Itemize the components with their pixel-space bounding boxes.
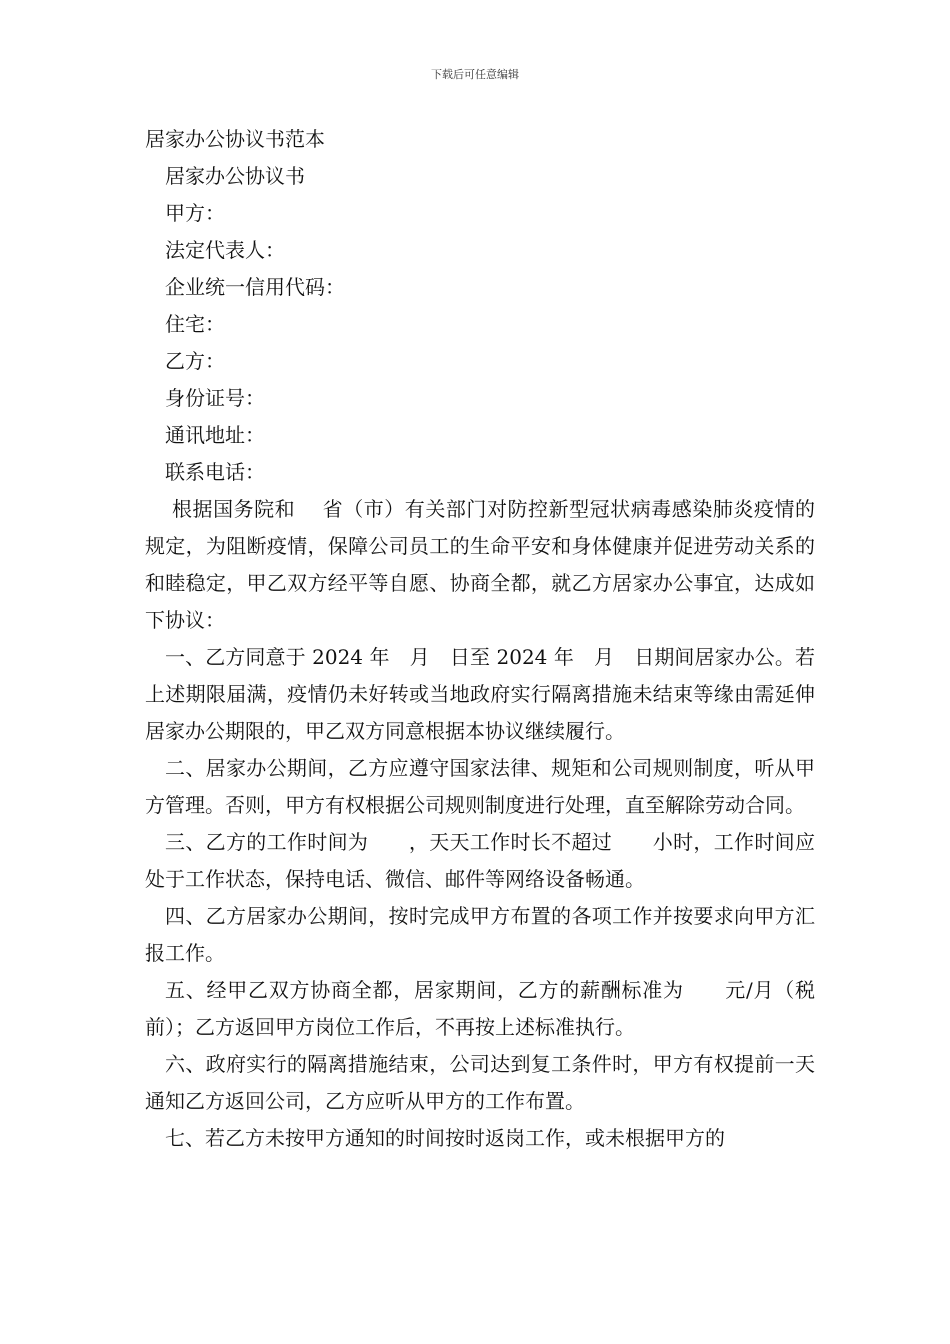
header-note: 下载后可任意编辑 bbox=[431, 68, 519, 81]
party-b-field: 乙方： bbox=[165, 349, 225, 373]
clause-7: 七、若乙方未按甲方通知的时间按时返岗工作，或未根据甲方的 bbox=[165, 1126, 725, 1150]
mailing-address-field: 通讯地址： bbox=[165, 423, 265, 447]
party-a-field: 甲方： bbox=[165, 201, 225, 225]
clause-6: 六、政府实行的隔离措施结束，公司达到复工条件时，甲方有权提前一天通知乙方返回公司，乙方应听从甲方的工作布置。 bbox=[145, 1052, 815, 1113]
clause-3: 三、乙方的工作时间为 ，天天工作时长不超过 小时，工作时间应处于工作状态，保持电话、微信、邮件等网络设备畅通。 bbox=[145, 830, 815, 891]
residence-field: 住宅： bbox=[165, 312, 225, 336]
document-body bbox=[145, 121, 815, 1157]
document-title: 居家办公协议书范本 bbox=[145, 127, 325, 151]
id-number-field: 身份证号： bbox=[165, 386, 265, 410]
credit-code-field: 企业统一信用代码： bbox=[165, 275, 345, 299]
clause-4: 四、乙方居家办公期间，按时完成甲方布置的各项工作并按要求向甲方汇报工作。 bbox=[145, 904, 815, 965]
clause-1: 一、乙方同意于 2024 年 月 日至 2024 年 月 日期间居家办公。若上述期限届满，疫情仍未好转或当地政府实行隔离措施未结束等缘由需延伸居家办公期限的，甲乙双方同意根据本协议继续履行。 bbox=[145, 645, 815, 743]
document-subtitle: 居家办公协议书 bbox=[165, 164, 305, 188]
intro-paragraph: 根据国务院和 省（市）有关部门对防控新型冠状病毒感染肺炎疫情的规定，为阻断疫情，保障公司员工的生命平安和身体健康并促进劳动关系的和睦稳定，甲乙双方经平等自愿、协商全都，就乙方居家办公事宜，达成如下协议： bbox=[145, 497, 815, 632]
clause-5: 五、经甲乙双方协商全都，居家期间，乙方的薪酬标准为 元/月（税前）；乙方返回甲方岗位工作后，不再按上述标准执行。 bbox=[145, 978, 815, 1039]
clause-2: 二、居家办公期间，乙方应遵守国家法律、规矩和公司规则制度，听从甲方管理。否则，甲方有权根据公司规则制度进行处理，直至解除劳动合同。 bbox=[145, 756, 815, 817]
legal-representative-field: 法定代表人： bbox=[165, 238, 285, 262]
phone-field: 联系电话： bbox=[165, 460, 265, 484]
